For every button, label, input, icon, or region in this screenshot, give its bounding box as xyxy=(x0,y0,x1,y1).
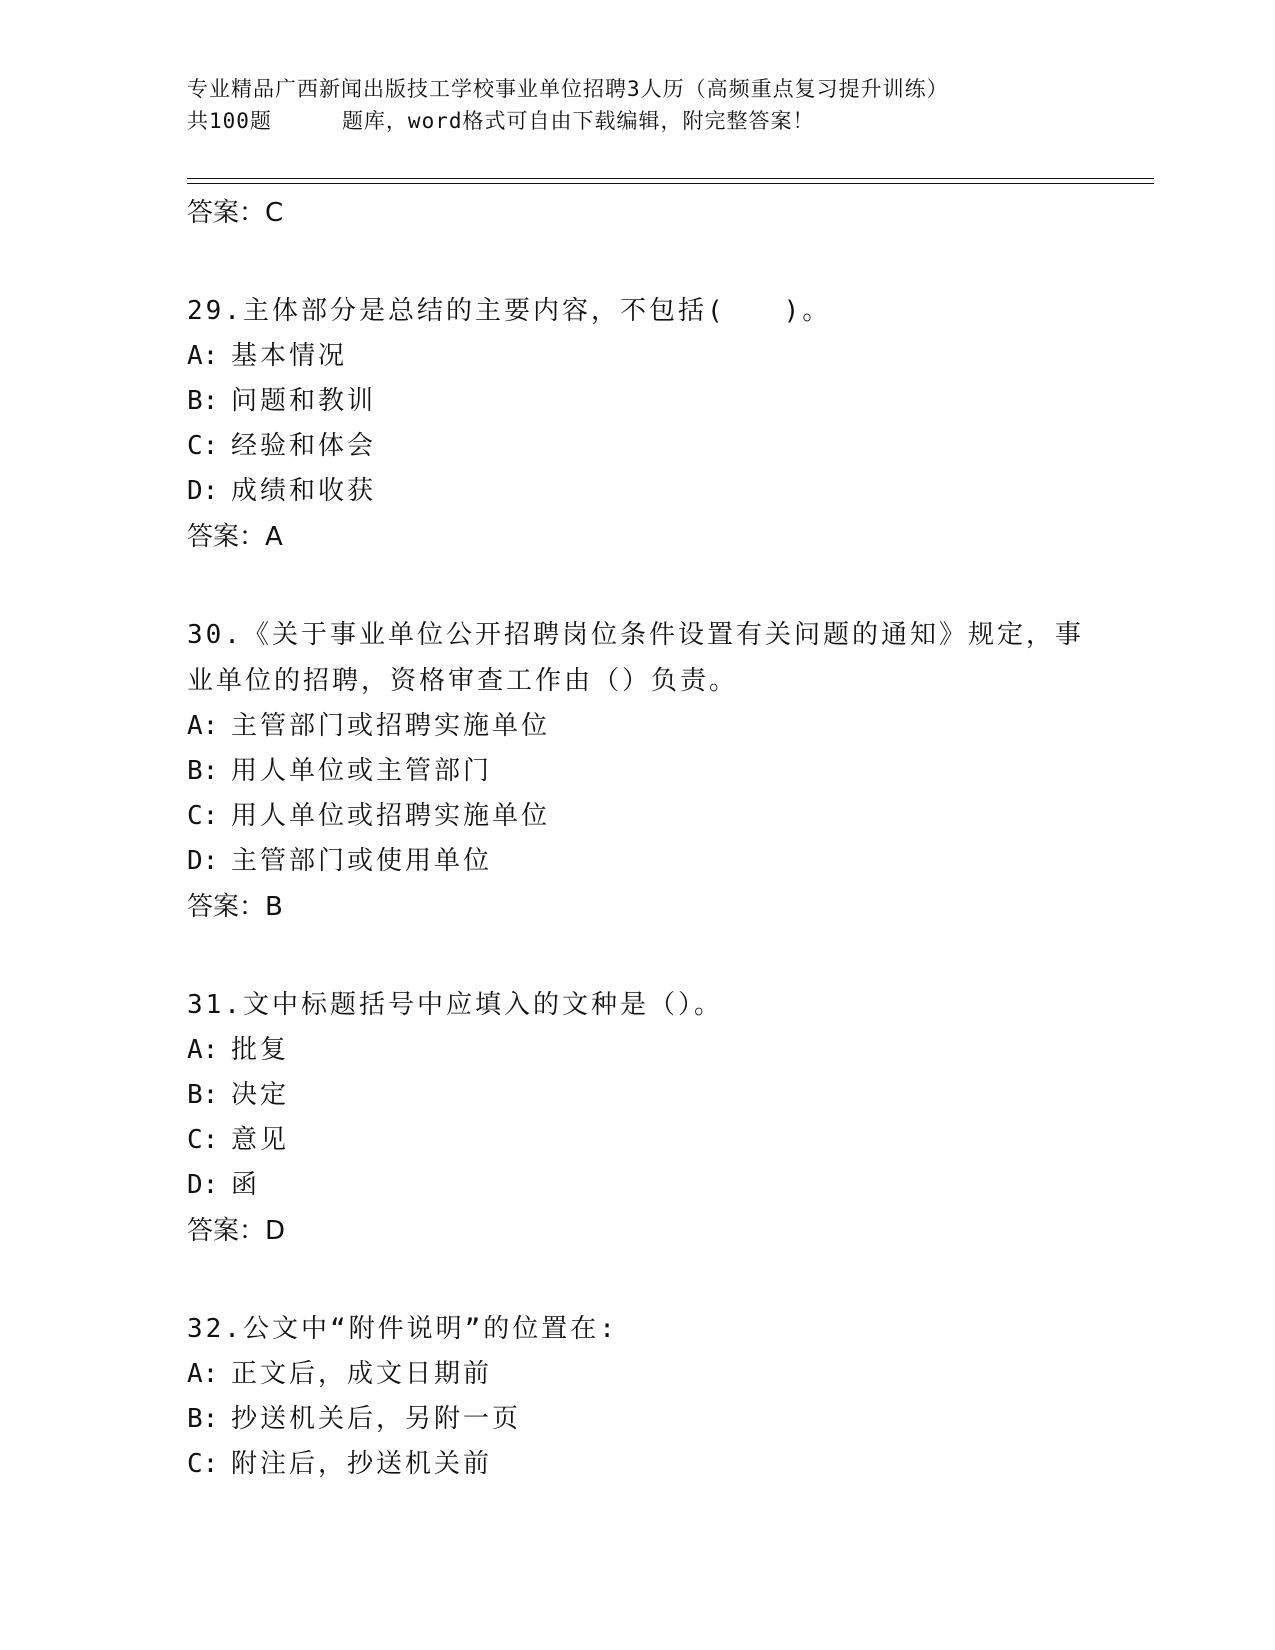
question-number: 29. xyxy=(187,296,243,326)
page-header xyxy=(187,73,1147,137)
option-a: A: 基本情况 xyxy=(187,341,348,371)
question-number: 31. xyxy=(187,990,243,1020)
option-a: A: 正文后，成文日期前 xyxy=(187,1359,493,1389)
option-b: B: 用人单位或主管部门 xyxy=(187,756,493,786)
option-b: B: 决定 xyxy=(187,1080,290,1110)
header-title-line: 专业精品广西新闻出版技工学校事业单位招聘3人历（高频重点复习提升训练） xyxy=(187,77,949,101)
header-description: 题库，word格式可自由下载编辑，附完整答案！ xyxy=(341,109,815,133)
answer-line xyxy=(187,190,1147,236)
option-b: B: 问题和教训 xyxy=(187,386,377,416)
header-rule-bottom xyxy=(187,183,1154,184)
question-text: 32.公文中“附件说明”的位置在: xyxy=(187,1314,618,1344)
answer-line xyxy=(187,514,1147,560)
answer-label: 答案： xyxy=(187,198,266,228)
answer-line xyxy=(187,884,1147,930)
header-count: 共100题 xyxy=(187,109,272,133)
option-b: B: 抄送机关后，另附一页 xyxy=(187,1404,522,1434)
answer-value: A xyxy=(265,522,283,552)
option-d: D: 函 xyxy=(187,1170,261,1200)
answer-label: 答案： xyxy=(187,892,266,922)
option-a: A: 主管部门或招聘实施单位 xyxy=(187,711,551,741)
question-text: 29.主体部分是总结的主要内容，不包括( )。 xyxy=(187,296,832,326)
option-a: A: 批复 xyxy=(187,1035,290,1065)
option-d: D: 成绩和收获 xyxy=(187,476,377,506)
document-body xyxy=(187,190,1147,1487)
option-c: C: 附注后，抄送机关前 xyxy=(187,1449,493,1479)
header-rule-top xyxy=(187,178,1154,179)
header-subtitle-line xyxy=(187,105,1147,137)
answer-label: 答案： xyxy=(187,522,266,552)
option-c: C: 经验和体会 xyxy=(187,431,377,461)
option-c: C: 用人单位或招聘实施单位 xyxy=(187,801,551,831)
question-block xyxy=(187,288,1147,560)
question-block xyxy=(187,982,1147,1254)
question-text: 31.文中标题括号中应填入的文种是（）。 xyxy=(187,990,723,1020)
answer-value: C xyxy=(265,198,284,228)
answer-value: B xyxy=(265,892,283,922)
option-d: D: 主管部门或使用单位 xyxy=(187,846,493,876)
option-c: C: 意见 xyxy=(187,1125,290,1155)
answer-value: D xyxy=(265,1216,286,1246)
question-block xyxy=(187,612,1147,930)
question-number: 32. xyxy=(187,1314,243,1344)
question-number: 30. xyxy=(187,620,243,650)
question-text: 30.《关于事业单位公开招聘岗位条件设置有关问题的通知》规定，事 业单位的招聘，资格审查工作由（）负责。 xyxy=(187,620,1084,696)
answer-line xyxy=(187,1208,1147,1254)
question-block xyxy=(187,1306,1147,1487)
answer-label: 答案： xyxy=(187,1216,266,1246)
